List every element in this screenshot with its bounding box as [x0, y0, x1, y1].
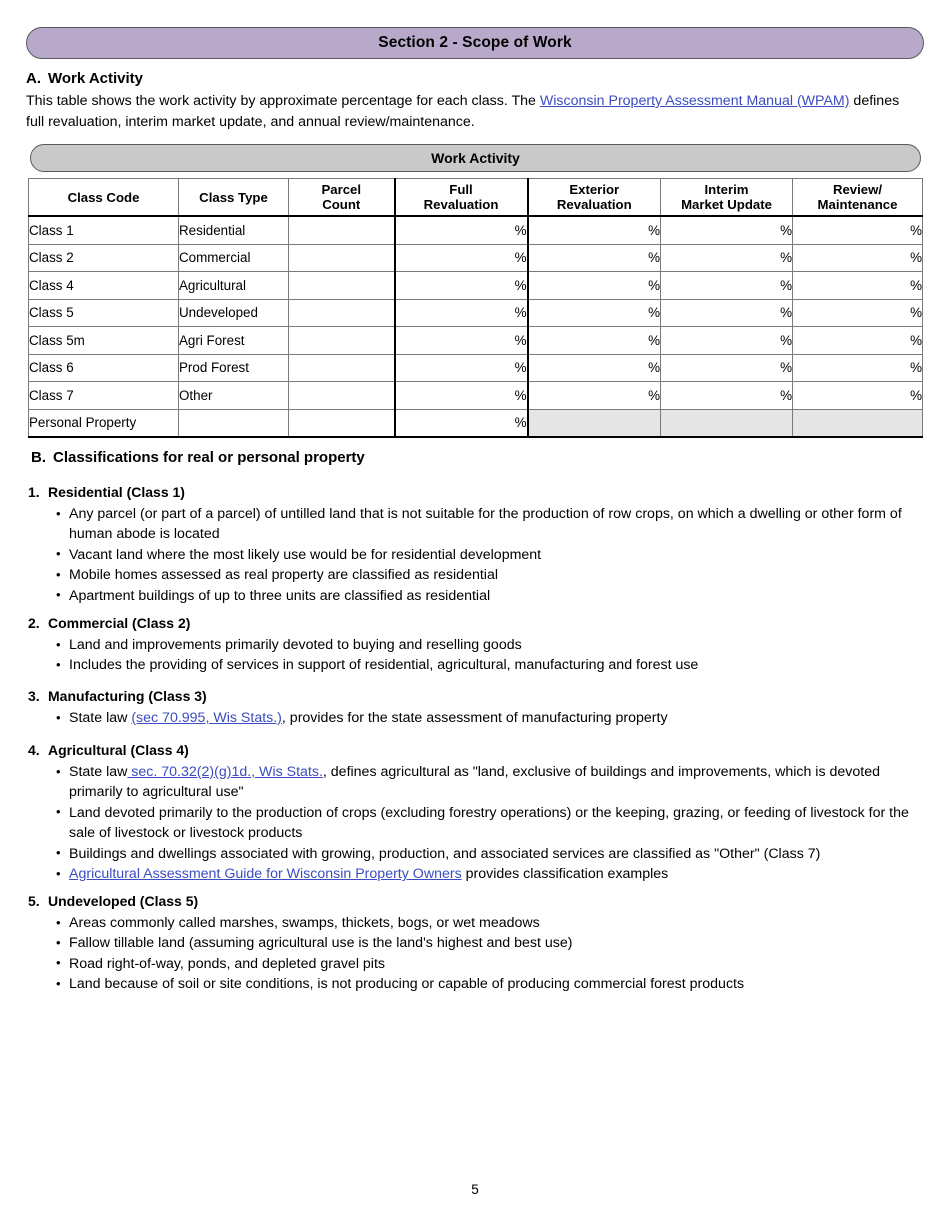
- classification-block-commercial-class-2: [28, 613, 918, 676]
- list-item: [56, 913, 918, 933]
- classification-number: 2.: [28, 615, 40, 631]
- cell-class-type: Prod Forest: [179, 354, 289, 382]
- classification-bullet-list: [28, 708, 918, 728]
- header-line: Class Code: [67, 189, 140, 205]
- cell-class-type: [179, 409, 289, 437]
- cell-class-type: Residential: [179, 216, 289, 244]
- bullet-text: Areas commonly called marshes, swamps, thickets, bogs, or wet meadows: [69, 915, 540, 931]
- bullet-text-pre: State law: [69, 764, 128, 780]
- classification-number: 5.: [28, 893, 40, 909]
- bullet-text: Mobile homes assessed as real property are classified as residential: [69, 567, 498, 584]
- table-row: [29, 354, 923, 382]
- header-line: Maintenance: [817, 197, 898, 212]
- list-item: [56, 708, 918, 728]
- work-activity-table: [28, 178, 923, 438]
- list-item: [56, 655, 918, 675]
- header-line: Market Update: [681, 197, 772, 212]
- cell-full-revaluation: %: [395, 272, 528, 300]
- classification-title-text: Manufacturing (Class 3): [48, 688, 207, 704]
- header-line: Revaluation: [423, 197, 499, 212]
- bullet-text: Road right-of-way, ponds, and depleted gravel pits: [69, 955, 385, 972]
- list-item: [56, 954, 918, 974]
- header-line: Class Type: [199, 189, 268, 205]
- classification-title: [28, 891, 918, 911]
- list-item: [56, 762, 918, 803]
- list-item: [56, 803, 918, 844]
- cell-interim-market-update: %: [661, 272, 793, 300]
- cell-interim-market-update: %: [661, 354, 793, 382]
- cell-review-maintenance: %: [793, 244, 923, 272]
- column-header-interim-market-update: [661, 179, 793, 217]
- cell-interim-market-update: %: [661, 244, 793, 272]
- cell-exterior-revaluation: %: [528, 272, 661, 300]
- work-activity-table-wrapper: [28, 178, 922, 438]
- classification-title-text: Agricultural (Class 4): [48, 742, 189, 758]
- work-activity-intro-paragraph: [26, 91, 906, 133]
- cell-full-revaluation: %: [395, 382, 528, 410]
- classification-bullet-list: [28, 913, 918, 995]
- header-line: Interim: [704, 182, 749, 197]
- cell-parcel-count: [289, 299, 395, 327]
- header-line: Review/: [832, 182, 883, 197]
- cell-exterior-revaluation: %: [528, 354, 661, 382]
- heading-a-work-activity: [26, 70, 143, 87]
- column-header-class-type: [179, 179, 289, 217]
- classification-number: 1.: [28, 484, 40, 500]
- cell-exterior-revaluation: [528, 409, 661, 437]
- heading-b-letter: B.: [31, 449, 46, 466]
- intro-text-part2: defines full revaluation, interim market update, and annual review/maintenance.: [26, 93, 900, 130]
- section-banner-title: Section 2 - Scope of Work: [378, 34, 572, 51]
- cell-interim-market-update: [661, 409, 793, 437]
- cell-class-type: Agri Forest: [179, 327, 289, 355]
- work-activity-table-body: [29, 216, 923, 437]
- heading-b-title: Classifications for real or personal property: [53, 449, 365, 466]
- bullet-text: Vacant land where the most likely use would be for residential development: [69, 546, 542, 563]
- list-item: [56, 635, 918, 655]
- table-row: [29, 382, 923, 410]
- classification-block-residential-class-1: [28, 482, 918, 606]
- header-line: Parcel: [321, 182, 362, 197]
- cell-full-revaluation: %: [395, 244, 528, 272]
- list-item: [56, 974, 918, 994]
- list-item: [56, 545, 918, 565]
- heading-a-title: Work Activity: [48, 70, 144, 87]
- table-header-row: [29, 179, 923, 217]
- classification-title-text: Commercial (Class 2): [48, 615, 191, 631]
- cell-class-code: Class 1: [29, 216, 179, 244]
- cell-review-maintenance: %: [793, 327, 923, 355]
- classification-bullet-list: [28, 762, 918, 884]
- cell-full-revaluation: %: [395, 327, 528, 355]
- column-header-class-code: [29, 179, 179, 217]
- list-item: [56, 586, 918, 606]
- cell-class-type: Undeveloped: [179, 299, 289, 327]
- cell-class-code: Class 5: [29, 299, 179, 327]
- statute-link[interactable]: (sec 70.995, Wis Stats.): [131, 710, 282, 726]
- cell-parcel-count: [289, 216, 395, 244]
- cell-exterior-revaluation: %: [528, 382, 661, 410]
- classification-block-manufacturing-class-3: [28, 686, 918, 728]
- cell-parcel-count: [289, 382, 395, 410]
- list-item: [56, 565, 918, 585]
- classification-bullet-list: [28, 635, 918, 676]
- bullet-text-post: provides classification examples: [461, 866, 669, 883]
- cell-class-code: Personal Property: [29, 409, 179, 437]
- bullet-text: Land and improvements primarily devoted to buying and reselling goods: [69, 637, 522, 653]
- cell-interim-market-update: %: [661, 327, 793, 355]
- classification-title: [28, 686, 918, 706]
- cell-class-code: Class 6: [29, 354, 179, 382]
- cell-class-type: Commercial: [179, 244, 289, 272]
- list-item: [56, 504, 918, 545]
- cell-interim-market-update: %: [661, 216, 793, 244]
- header-line: Revaluation: [556, 197, 632, 212]
- cell-parcel-count: [289, 327, 395, 355]
- cell-interim-market-update: %: [661, 299, 793, 327]
- bullet-text: Includes the providing of services in support of residential, agricultural, manufacturing and forest use: [69, 657, 699, 674]
- cell-review-maintenance: %: [793, 299, 923, 327]
- heading-b-classifications: [31, 449, 365, 466]
- cell-full-revaluation: %: [395, 409, 528, 437]
- cell-interim-market-update: %: [661, 382, 793, 410]
- bullet-text-post: , defines agricultural as "land, exclusive of buildings and improvements, which is devoted primarily to agricultural use": [69, 764, 880, 801]
- cell-parcel-count: [289, 244, 395, 272]
- cell-exterior-revaluation: %: [528, 216, 661, 244]
- table-row: [29, 299, 923, 327]
- classification-title-text: Residential (Class 1): [48, 484, 185, 500]
- cell-class-code: Class 5m: [29, 327, 179, 355]
- cell-parcel-count: [289, 354, 395, 382]
- table-row: [29, 327, 923, 355]
- header-line: Full: [449, 182, 473, 197]
- classification-bullet-list: [28, 504, 918, 606]
- statute-link[interactable]: Agricultural Assessment Guide for Wisconsin Property Owners: [69, 866, 462, 883]
- cell-class-type: Other: [179, 382, 289, 410]
- bullet-text: Land because of soil or site conditions, is not producing or capable of producing commercial forest products: [69, 976, 745, 993]
- bullet-text: Buildings and dwellings associated with growing, production, and associated services are classified as "Other" (Class 7): [69, 845, 821, 862]
- cell-exterior-revaluation: %: [528, 299, 661, 327]
- bullet-text-post: , provides for the state assessment of manufacturing property: [281, 710, 668, 726]
- wpam-link[interactable]: Wisconsin Property Assessment Manual (WPAM): [539, 93, 850, 109]
- cell-parcel-count: [289, 272, 395, 300]
- classification-number: 4.: [28, 742, 40, 758]
- intro-text-part1: This table shows the work activity by approximate percentage for each class. The: [26, 93, 540, 109]
- list-item: [56, 933, 918, 953]
- bullet-text: Land devoted primarily to the production of crops (excluding forestry operations) or the keeping, grazing, or feeding of livestock for the sale of livestock or livestock products: [69, 804, 909, 842]
- cell-class-type: Agricultural: [179, 272, 289, 300]
- cell-exterior-revaluation: %: [528, 327, 661, 355]
- statute-link[interactable]: sec. 70.32(2)(g)1d., Wis Stats.: [127, 764, 323, 780]
- cell-class-code: Class 7: [29, 382, 179, 410]
- column-header-parcel-count: [289, 179, 395, 217]
- list-item: [56, 844, 918, 864]
- classification-block-agricultural-class-4: [28, 740, 918, 884]
- column-header-review-maintenance: [793, 179, 923, 217]
- cell-review-maintenance: %: [793, 382, 923, 410]
- cell-full-revaluation: %: [395, 354, 528, 382]
- column-header-full-revaluation: [395, 179, 528, 217]
- table-row: [29, 216, 923, 244]
- bullet-text: Fallow tillable land (assuming agricultural use is the land's highest and best use): [69, 935, 573, 952]
- classification-block-undeveloped-class-5: [28, 891, 918, 995]
- header-line: Count: [322, 197, 361, 212]
- cell-review-maintenance: %: [793, 354, 923, 382]
- work-activity-table-banner: [30, 144, 921, 172]
- cell-exterior-revaluation: %: [528, 244, 661, 272]
- cell-review-maintenance: %: [793, 272, 923, 300]
- header-line: Exterior: [569, 182, 620, 197]
- column-header-exterior-revaluation: [528, 179, 661, 217]
- table-row: [29, 409, 923, 437]
- cell-parcel-count: [289, 409, 395, 437]
- cell-full-revaluation: %: [395, 299, 528, 327]
- cell-class-code: Class 4: [29, 272, 179, 300]
- cell-review-maintenance: [793, 409, 923, 437]
- classification-number: 3.: [28, 688, 40, 704]
- bullet-text-pre: State law: [69, 710, 132, 726]
- bullet-text: Apartment buildings of up to three units are classified as residential: [69, 587, 491, 604]
- cell-class-code: Class 2: [29, 244, 179, 272]
- work-activity-table-banner-title: Work Activity: [431, 150, 520, 166]
- list-item: [56, 864, 918, 884]
- table-row: [29, 272, 923, 300]
- work-activity-table-head: [29, 179, 923, 217]
- classification-title-text: Undeveloped (Class 5): [48, 893, 199, 909]
- classification-title: [28, 482, 918, 502]
- cell-review-maintenance: %: [793, 216, 923, 244]
- heading-a-letter: A.: [26, 70, 41, 87]
- cell-full-revaluation: %: [395, 216, 528, 244]
- section-banner: [26, 27, 924, 59]
- bullet-text: Any parcel (or part of a parcel) of untilled land that is not suitable for the production of row crops, on which a dwelling or other form of human abode is located: [69, 506, 902, 543]
- classification-title: [28, 613, 918, 633]
- table-row: [29, 244, 923, 272]
- page-number: 5: [471, 1182, 479, 1197]
- classification-title: [28, 740, 918, 760]
